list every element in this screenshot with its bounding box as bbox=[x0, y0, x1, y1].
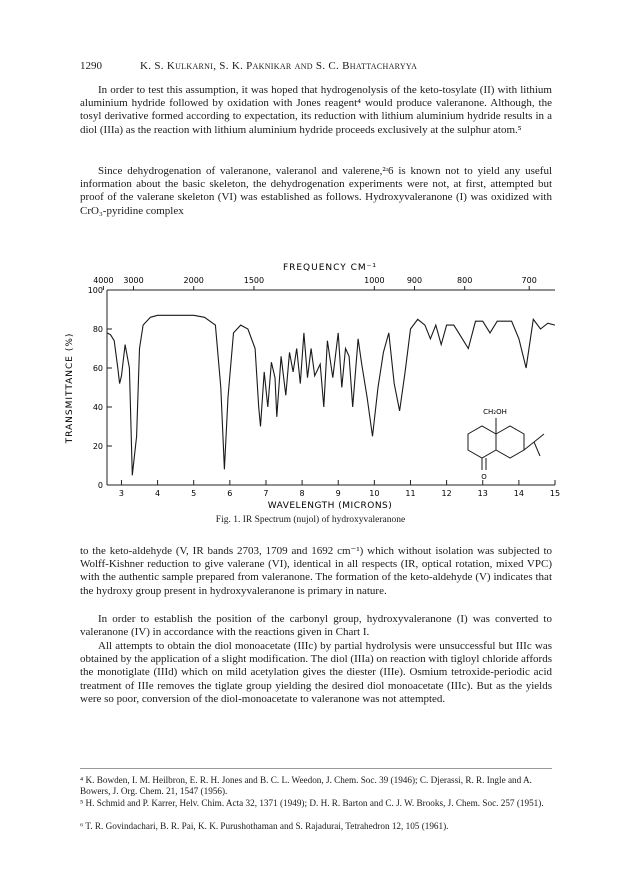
y-tick-label-4: 80 bbox=[92, 325, 103, 334]
footnote-4: ⁴ K. Bowden, I. M. Heilbron, E. R. H. Jones and B. C. L. Weedon, J. Chem. Soc. 39 (1946); C. Djerassi, R. R. Ingle and A. Bowers, J. Org. Chem. 21, 1547 (1956). bbox=[80, 775, 532, 797]
x-tick-label-0: 3 bbox=[118, 489, 124, 498]
paragraph-1: In order to test this assumption, it was hoped that hydrogenolysis of the keto-tosylate (II) with lithium aluminium hydride followed by oxidation with Jones reagent⁴ would produce valeranone. Although, the tosyl derivative formed according to expectation, its reduction with lithium aluminium hydride results in a diol (IIIa) as the reaction with lithium aluminium hydride proceeds exclusively at the sulphur atom.⁵ bbox=[80, 84, 552, 136]
paragraph-5: All attempts to obtain the diol monoacetate (IIIc) by partial hydrolysis were unsuccessful but IIIc was obtained by the application of a slight modification. The diol (IIIa) on reaction with tigloyl chloride affords the monotiglate (IIId) which on mild acetylation gives the diester (IIIe). Osmium tetroxide-periodic acid treatment of IIIe removes the tiglate group yielding the desired diol monoacetate (IIIc). But as the yields were so poor, conversion of the diol-monoacetate to valeranone was not attempted. bbox=[80, 640, 552, 705]
top-tick-label-7: 700 bbox=[521, 276, 537, 285]
x-tick-label-10: 13 bbox=[477, 489, 488, 498]
spectrum-line bbox=[107, 315, 555, 475]
x-tick-label-3: 6 bbox=[227, 489, 233, 498]
paragraph-2: Since dehydrogenation of valeranone, valeranol and valerene,²ʴ6 is known not to yield any useful information about the basic skeleton, the dehydrogenation experiments were not, at first, attempted but proof of the valerane skeleton (VI) was established as follows. Hydroxyvaleranone (I) was oxidized with CrO₃-pyridine complex bbox=[80, 165, 552, 217]
paragraph-3: to the keto-aldehyde (V, IR bands 2703, 1709 and 1692 cm⁻¹) which without isolation was subjected to Wolff-Kishner reduction to give valerane (VI), identical in all respects (IR, optical rotation, mixed VPC) with the authentic sample prepared from valeranone. The formation of the keto-aldehyde (V) indicates that the hydroxy group present in hydroxyvaleranone is primary in nature. bbox=[80, 545, 552, 597]
top-tick-label-2: 2000 bbox=[183, 276, 204, 285]
structure-o-label: O bbox=[481, 473, 487, 481]
top-tick-label-3: 1500 bbox=[243, 276, 265, 285]
x-tick-label-8: 11 bbox=[405, 489, 416, 498]
x-tick-label-12: 15 bbox=[549, 489, 561, 498]
x-tick-label-4: 7 bbox=[263, 489, 269, 498]
top-axis-ticks bbox=[93, 276, 537, 290]
structure-ch2oh-label: CH₂OH bbox=[483, 408, 507, 416]
x-tick-label-9: 12 bbox=[441, 489, 452, 498]
molecule-structure bbox=[468, 418, 544, 470]
y-tick-label-0: 0 bbox=[97, 481, 103, 490]
page-number: 1290 bbox=[80, 60, 102, 72]
footnote-divider bbox=[80, 768, 552, 769]
x-tick-label-11: 14 bbox=[513, 489, 524, 498]
x-tick-label-2: 5 bbox=[191, 489, 197, 498]
x-tick-label-1: 4 bbox=[155, 489, 161, 498]
paragraph-4: In order to establish the position of the carbonyl group, hydroxyvaleranone (I) was converted to valeranone (IV) in accordance with the reactions given in Chart I. bbox=[80, 613, 552, 639]
y-axis-ticks bbox=[88, 286, 112, 490]
running-head: K. S. Kulkarni, S. K. Paknikar and S. C. Bhattacharyya bbox=[140, 60, 418, 72]
x-tick-label-7: 10 bbox=[369, 489, 380, 498]
y-axis-label: TRANSMITTANCE (%) bbox=[65, 332, 75, 444]
top-tick-label-0: 4000 bbox=[93, 276, 114, 285]
x-tick-label-5: 8 bbox=[299, 489, 305, 498]
top-tick-label-4: 1000 bbox=[364, 276, 385, 285]
footnote-6: ⁶ T. R. Govindachari, B. R. Pai, K. K. Purushothaman and S. Rajadurai, Tetrahedron 12, 105 (1961). bbox=[80, 821, 449, 831]
top-tick-label-1: 3000 bbox=[123, 276, 144, 285]
top-tick-label-6: 800 bbox=[457, 276, 473, 285]
y-tick-label-1: 20 bbox=[92, 442, 103, 451]
ir-spectrum-chart bbox=[0, 258, 621, 528]
top-tick-label-5: 900 bbox=[406, 276, 423, 285]
x-tick-label-6: 9 bbox=[335, 489, 341, 498]
x-axis-ticks bbox=[119, 480, 560, 498]
footnote-5: ⁵ H. Schmid and P. Karrer, Helv. Chim. Acta 32, 1371 (1949); D. H. R. Barton and C. J. W. Brooks, J. Chem. Soc. 257 (1951). bbox=[80, 798, 544, 808]
figure-caption: Fig. 1. IR Spectrum (nujol) of hydroxyvaleranone bbox=[215, 515, 406, 525]
y-tick-label-5: 100 bbox=[87, 286, 103, 295]
y-tick-label-3: 60 bbox=[92, 364, 103, 373]
chart-title: FREQUENCY CM⁻¹ bbox=[282, 263, 378, 273]
x-axis-label: WAVELENGTH (MICRONS) bbox=[267, 501, 393, 511]
y-tick-label-2: 40 bbox=[92, 403, 103, 412]
